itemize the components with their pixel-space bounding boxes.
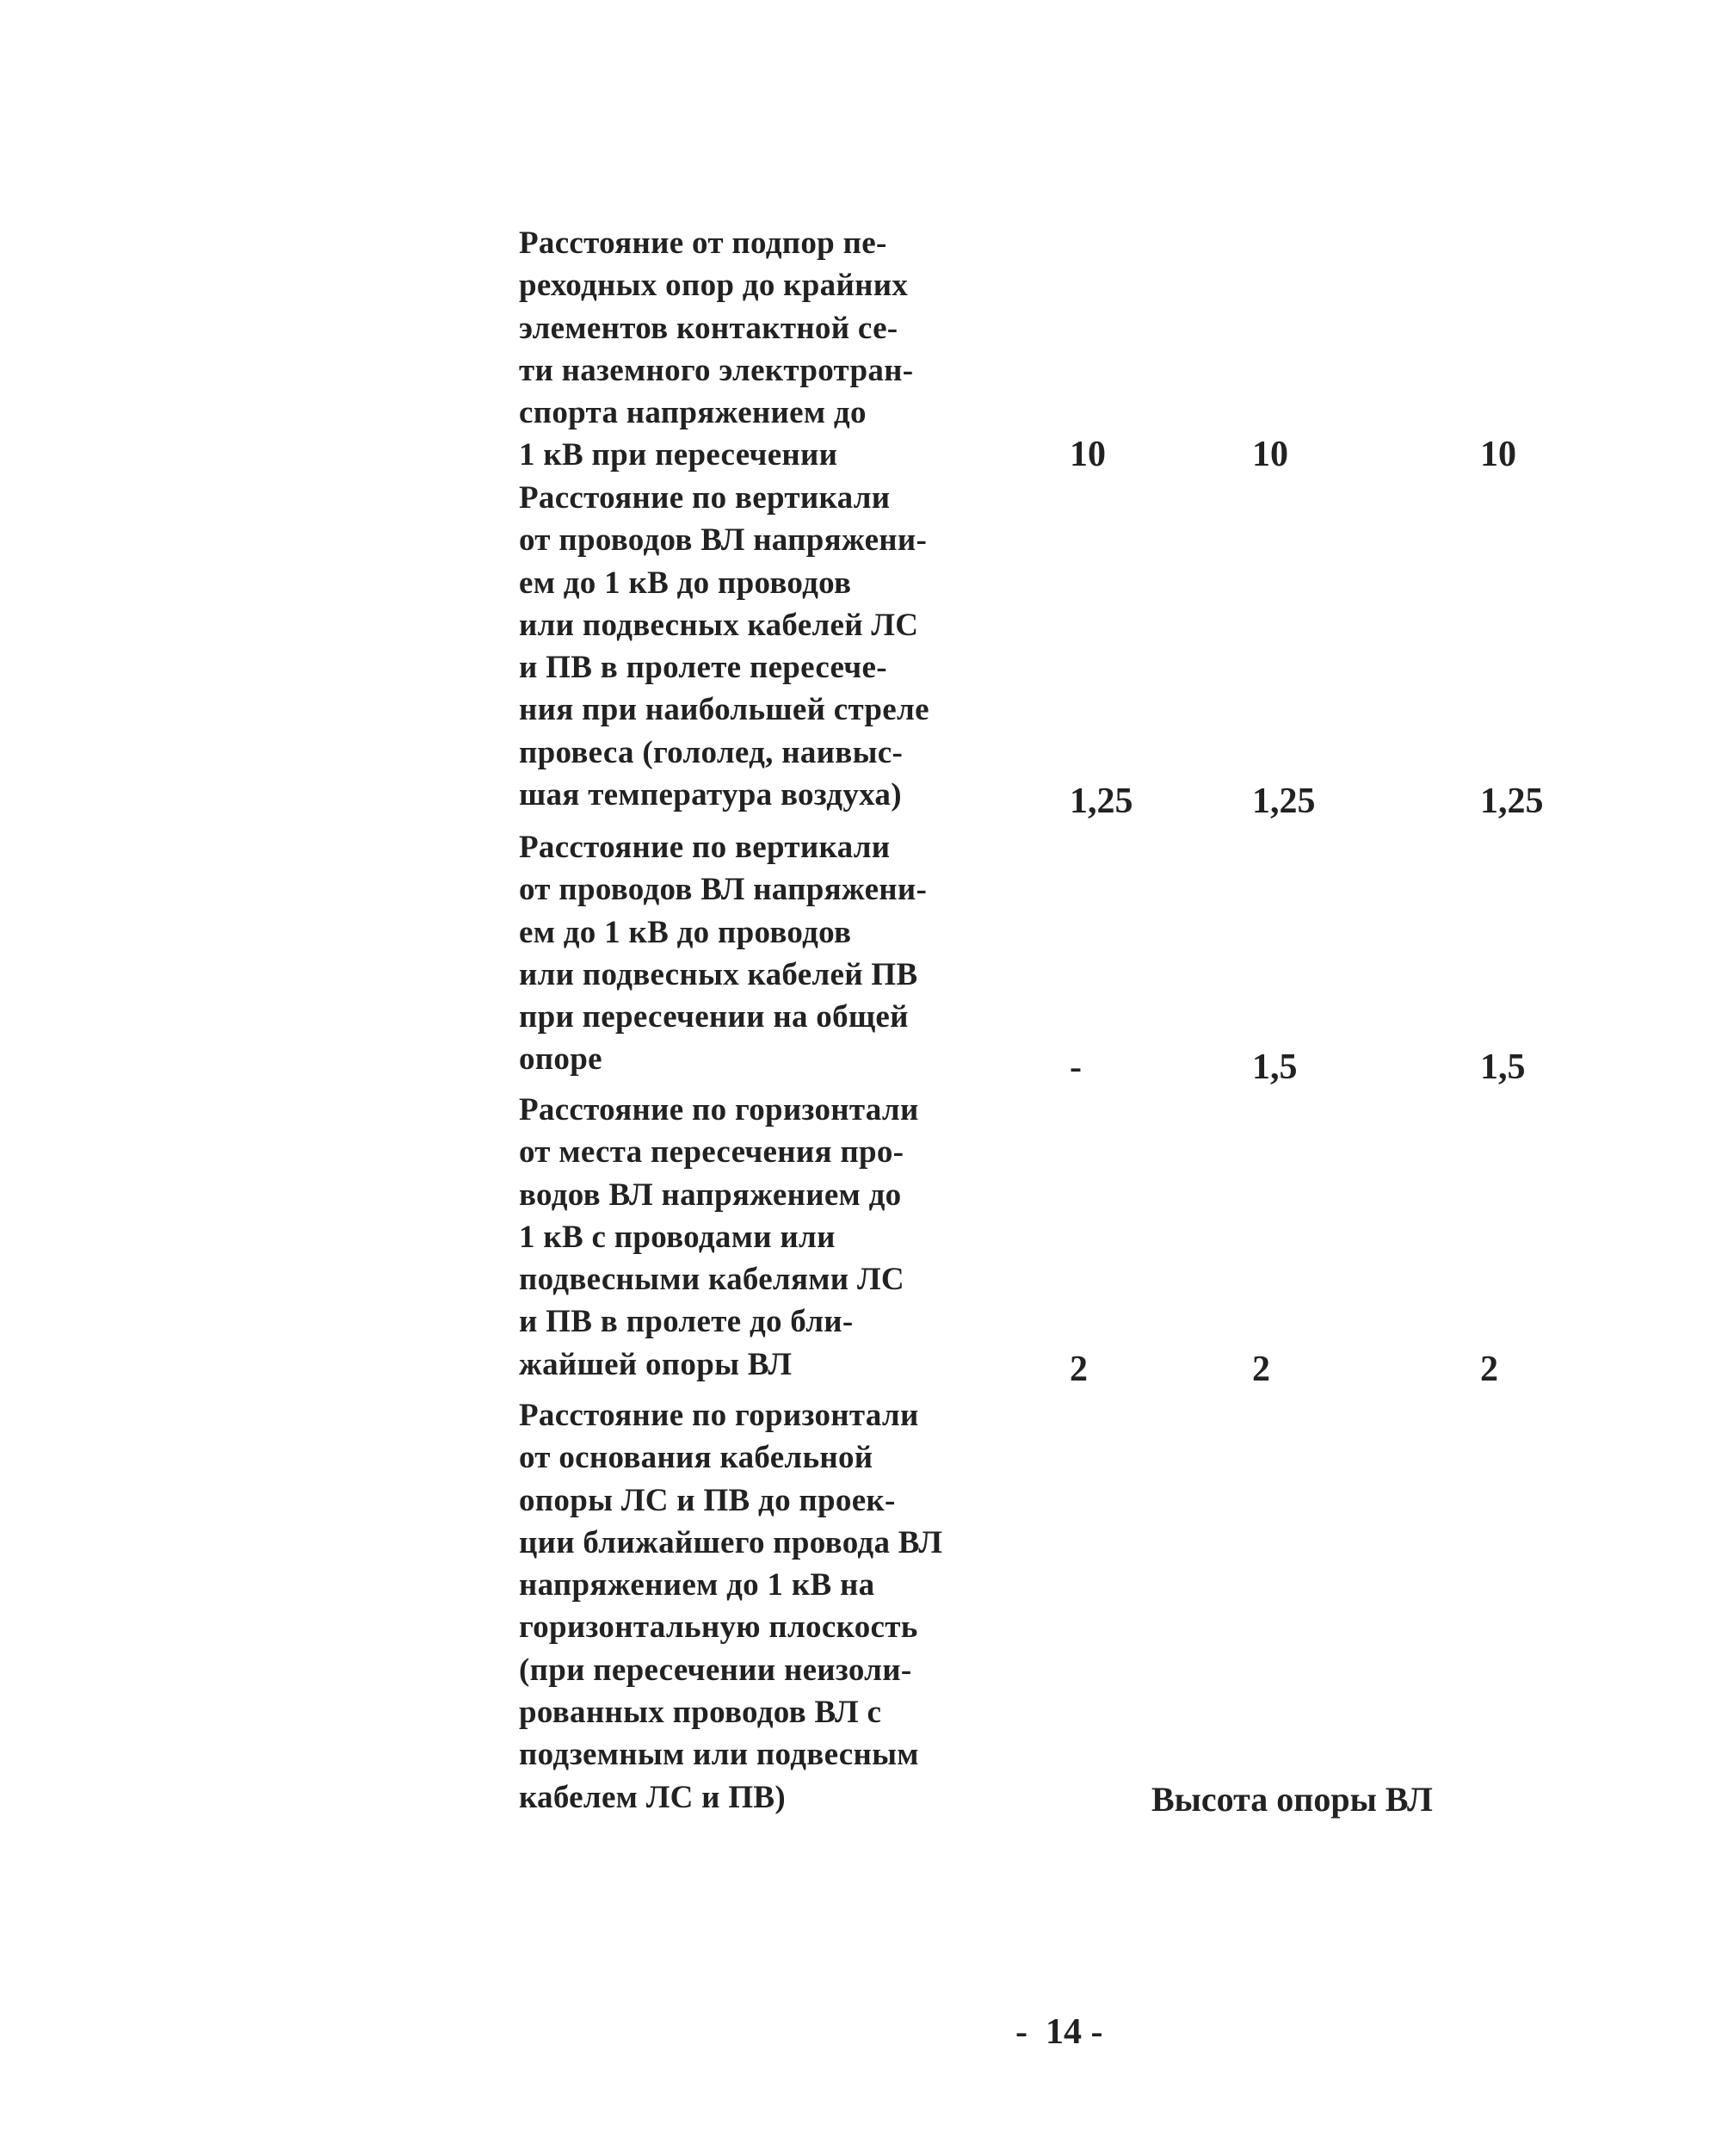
- row-5-description: Расстояние по горизонтали от основания кабельной опоры ЛС и ПВ до проек- ции ближайшего провода ВЛ напряжением до 1 кВ на горизонтальную плоскость (при пересечении неизоли- рованных проводов ВЛ с подземным или подвесным кабелем ЛС и ПВ): [519, 1398, 943, 1815]
- row-5-height-note: Высота опоры ВЛ: [1151, 1780, 1433, 1819]
- row-2-value-2: 1,25: [1252, 781, 1316, 821]
- row-3-value-2: 1,5: [1252, 1047, 1298, 1087]
- row-4-value-1: 2: [1070, 1350, 1088, 1389]
- row-4-description: Расстояние по горизонтали от места пересечения про- водов ВЛ напряжением до 1 кВ с проводами или подвесными кабелями ЛС и ПВ в пролете до бли- жайшей опоры ВЛ: [519, 1092, 919, 1382]
- row-1-value-1: 10: [1070, 435, 1106, 474]
- row-3-value-3: 1,5: [1480, 1047, 1526, 1087]
- row-4-value-3: 2: [1480, 1350, 1498, 1389]
- page-number: - 14 -: [1015, 2012, 1103, 2052]
- row-1-value-2: 10: [1252, 435, 1288, 474]
- row-1-value-3: 10: [1480, 435, 1516, 474]
- row-1-description: Расстояние от подпор пе- реходных опор до крайних элементов контактной се- ти наземного электротран- спорта напряжением до 1 кВ при пересечении: [519, 225, 914, 473]
- row-2-value-1: 1,25: [1070, 781, 1133, 821]
- row-3-value-1: -: [1070, 1047, 1082, 1087]
- row-4-value-2: 2: [1252, 1350, 1270, 1389]
- row-3-description: Расстояние по вертикали от проводов ВЛ напряжени- ем до 1 кВ до проводов или подвесных кабелей ПВ при пересечении на общей опоре: [519, 830, 928, 1078]
- row-2-value-3: 1,25: [1480, 781, 1544, 821]
- row-2-description: Расстояние по вертикали от проводов ВЛ напряжени- ем до 1 кВ до проводов или подвесных кабелей ЛС и ПВ в пролете пересече- ния при наибольшей стреле провеса (гололед, наивыс- шая температура воздуха): [519, 480, 929, 813]
